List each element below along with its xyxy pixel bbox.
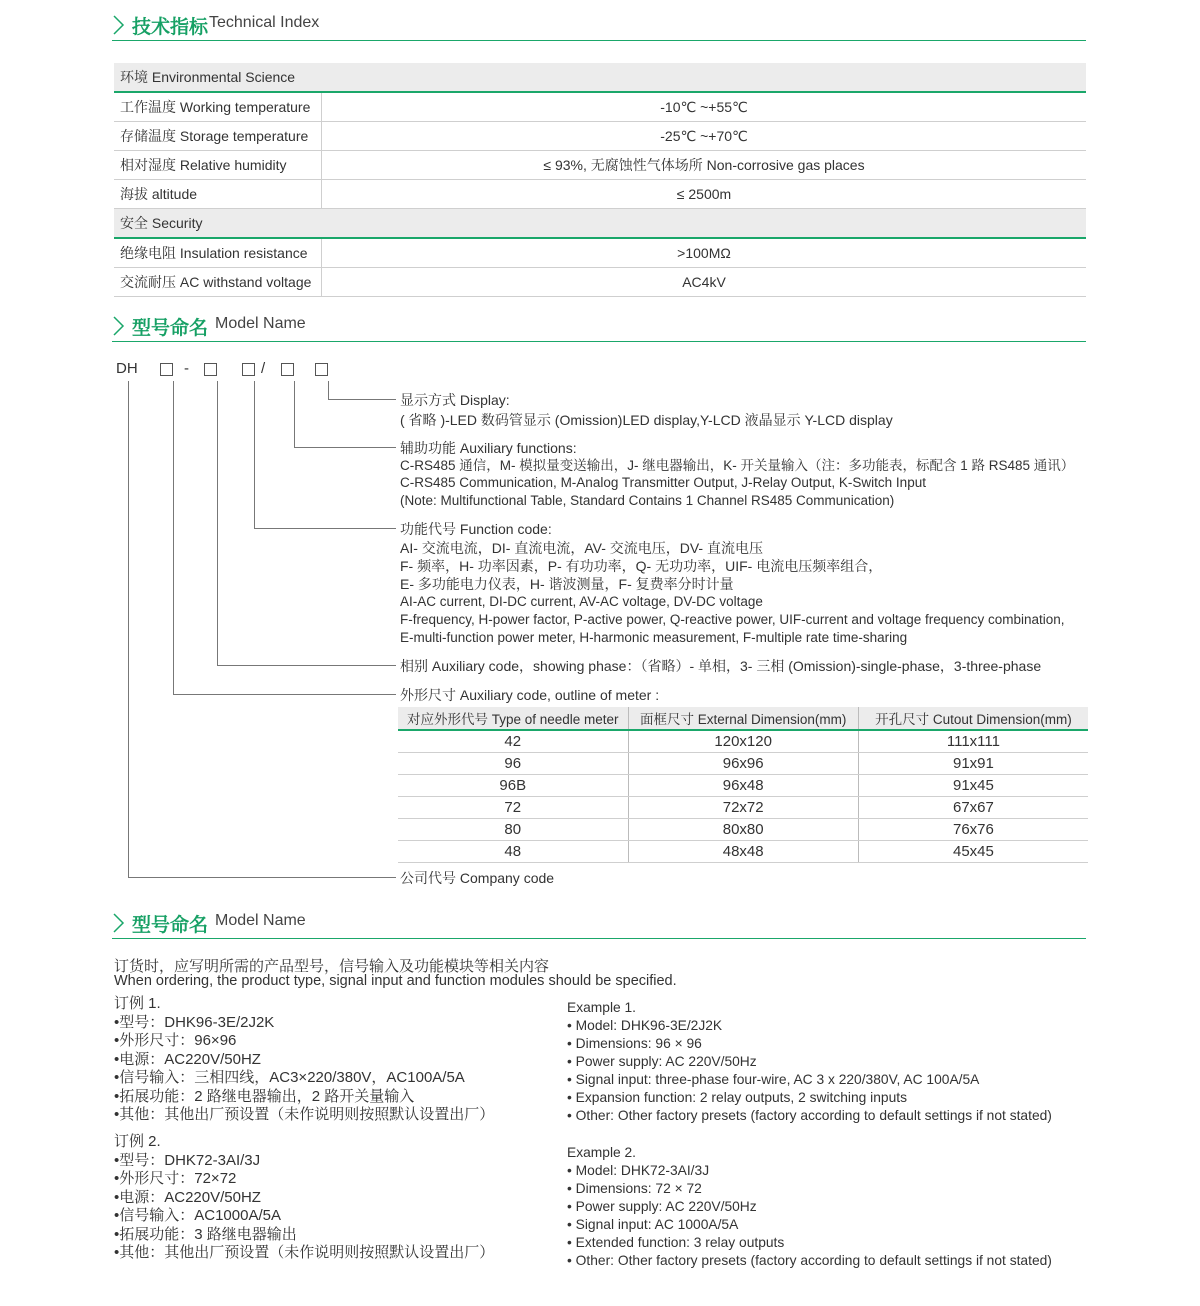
list-item: •其他：其他出厂预设置（未作说明则按照默认设置出厂） (114, 1244, 495, 1261)
chevron-right-icon (112, 14, 126, 36)
example-title: Example 1. (567, 1000, 637, 1015)
connector-outline (173, 381, 174, 694)
aux-title: 辅助功能 Auxiliary functions: (400, 440, 577, 456)
connector-phase (217, 381, 218, 665)
table-cell: 42 (398, 730, 628, 753)
list-item: • Extended function: 3 relay outputs (567, 1235, 785, 1250)
table-cell: 76x76 (858, 819, 1088, 841)
table-cell: 67x67 (858, 797, 1088, 819)
spec-value: >100MΩ (677, 245, 731, 261)
table-row (398, 775, 1088, 797)
spec-key: 海拔 altitude (114, 180, 322, 208)
func-line: AI- 交流电流，DI- 直流电流，AV- 交流电压，DV- 直流电压 (400, 540, 763, 556)
example1-zh (114, 995, 494, 1125)
list-item: • Power supply: AC 220V/50Hz (567, 1054, 757, 1069)
spec-row (114, 122, 1086, 151)
code-box-outline (160, 363, 173, 376)
list-item: •外形尺寸：96×96 (114, 1032, 237, 1049)
table-header: 开孔尺寸 Cutout Dimension(mm) (858, 707, 1088, 730)
table-header: 对应外形代号 Type of needle meter (398, 707, 628, 730)
connector-function (254, 381, 255, 528)
aux-line: C-RS485 通信，M- 模拟量变送输出，J- 继电器输出，K- 开关量输入（注：多功能表，标配含 1 路 RS485 通讯） (400, 458, 1075, 473)
example1-en (567, 999, 1052, 1125)
spec-value: ≤ 2500m (676, 186, 732, 202)
list-item: •信号输入：AC1000A/5A (114, 1207, 281, 1224)
example-title: 订例 2. (114, 1133, 161, 1150)
model-prefix: DH (116, 360, 138, 377)
list-item: • Power supply: AC 220V/50Hz (567, 1199, 757, 1214)
aux-line: (Note: Multifunctional Table, Standard Contains 1 Channel RS485 Communication) (400, 493, 895, 508)
spec-key: 工作温度 Working temperature (114, 93, 322, 121)
code-box-phase (204, 363, 217, 376)
section-title-en: Technical Index (209, 14, 320, 31)
func-line: E-multi-function power meter, H-harmonic measurement, F-multiple rate time-sharing (400, 630, 908, 645)
table-row (398, 797, 1088, 819)
company-code-text: 公司代号 Company code (400, 870, 555, 886)
section-title-zh: 技术指标 (132, 17, 209, 38)
chevron-right-icon (112, 315, 126, 337)
connector-display (328, 381, 329, 399)
table-cell: 91x91 (858, 753, 1088, 775)
connector-aux-h (294, 447, 396, 448)
func-line: F-frequency, H-power factor, P-active power, Q-reactive power, UIF-current and voltage frequency combination, (400, 612, 1065, 627)
ordering-intro-zh: 订货时，应写明所需的产品型号，信号输入及功能模块等相关内容 (114, 958, 550, 975)
connector-company (128, 381, 129, 877)
spec-value: ≤ 93%, 无腐蚀性气体场所 Non-corrosive gas places (543, 157, 865, 173)
example2-en (567, 1144, 1052, 1270)
table-cell: 45x45 (858, 841, 1088, 863)
code-box-aux (281, 363, 294, 376)
spec-row (114, 268, 1086, 297)
spec-row (114, 180, 1086, 209)
table-cell: 91x45 (858, 775, 1088, 797)
code-box-function (242, 363, 255, 376)
table-cell: 96x96 (628, 753, 858, 775)
dimension-table (398, 707, 1088, 863)
section-title-zh: 型号命名 (132, 915, 209, 936)
table-row (398, 819, 1088, 841)
chevron-right-icon (112, 912, 126, 934)
table-row (398, 753, 1088, 775)
list-item: •拓展功能：2 路继电器输出，2 路开关量输入 (114, 1087, 415, 1105)
list-item: •拓展功能：3 路继电器输出 (114, 1225, 297, 1243)
example-title: 订例 1. (114, 995, 161, 1012)
section-header-model-name (112, 313, 1086, 342)
list-item: • Model: DHK72-3AI/3J (567, 1163, 710, 1178)
spec-row (114, 93, 1086, 122)
section-title-en: Model Name (215, 315, 306, 332)
code-dash: - (184, 360, 189, 377)
list-item: • Expansion function: 2 relay outputs, 2 switching inputs (567, 1090, 907, 1105)
connector-phase-h (217, 665, 396, 666)
group-environment: 环境 Environmental Science (114, 63, 1086, 93)
list-item: • Other: Other factory presets (factory according to default settings if not stated) (567, 1253, 1052, 1268)
func-line: E- 多功能电力仪表，H- 谐波测量，F- 复费率分时计量 (400, 576, 734, 592)
table-cell: 48 (398, 841, 628, 863)
table-cell: 80 (398, 819, 628, 841)
example-title: Example 2. (567, 1145, 637, 1160)
table-cell: 48x48 (628, 841, 858, 863)
table-cell: 72 (398, 797, 628, 819)
list-item: •信号输入：三相四线，AC3×220/380V，AC100A/5A (114, 1069, 465, 1086)
connector-aux (294, 381, 295, 447)
spec-key: 交流耐压 AC withstand voltage (114, 268, 322, 296)
list-item: •其他：其他出厂预设置（未作说明则按照默认设置出厂） (114, 1106, 495, 1123)
table-header-row (398, 707, 1088, 730)
section-title-en: Model Name (215, 912, 306, 929)
table-row (398, 841, 1088, 863)
table-cell: 80x80 (628, 819, 858, 841)
example2-zh (114, 1133, 494, 1263)
ordering-intro-en: When ordering, the product type, signal input and function modules should be specified. (114, 973, 677, 989)
list-item: •电源：AC220V/50HZ (114, 1188, 261, 1206)
list-item: •型号：DHK96-3E/2J2K (114, 1013, 275, 1031)
section-header-technical-index (112, 12, 1086, 41)
spec-value: -10℃ ~+55℃ (660, 99, 748, 115)
list-item: • Dimensions: 72 × 72 (567, 1181, 702, 1196)
display-line: ( 省略 )-LED 数码管显示 (Omission)LED display,Y-LCD 液晶显示 Y-LCD display (400, 412, 893, 428)
list-item: •外形尺寸：72×72 (114, 1170, 237, 1187)
list-item: • Signal input: AC 1000A/5A (567, 1217, 739, 1232)
outline-text: 外形尺寸 Auxiliary code, outline of meter : (400, 687, 660, 703)
func-line: AI-AC current, DI-DC current, AV-AC voltage, DV-DC voltage (400, 594, 763, 609)
func-title: 功能代号 Function code: (400, 521, 552, 537)
spec-value: -25℃ ~+70℃ (660, 128, 748, 144)
spec-key: 绝缘电阻 Insulation resistance (114, 239, 322, 267)
list-item: • Model: DHK96-3E/2J2K (567, 1018, 723, 1033)
func-line: F- 频率，H- 功率因素，P- 有功功率，Q- 无功功率，UIF- 电流电压频率组合， (400, 558, 883, 574)
table-cell: 96x48 (628, 775, 858, 797)
connector-display-h (328, 399, 396, 400)
connector-function-h (254, 528, 396, 529)
list-item: • Other: Other factory presets (factory according to default settings if not stated) (567, 1108, 1052, 1123)
phase-text: 相别 Auxiliary code，showing phase：（省略）- 单相，3- 三相 (Omission)-single-phase，3-three-phase (400, 658, 1042, 674)
table-cell: 72x72 (628, 797, 858, 819)
table-cell: 111x111 (858, 730, 1088, 753)
code-slash: / (261, 360, 266, 377)
table-row (398, 730, 1088, 753)
table-cell: 96B (398, 775, 628, 797)
list-item: • Dimensions: 96 × 96 (567, 1036, 702, 1051)
table-cell: 96 (398, 753, 628, 775)
connector-company-h (128, 877, 396, 878)
list-item: •电源：AC220V/50HZ (114, 1050, 261, 1068)
spec-key: 相对湿度 Relative humidity (114, 151, 322, 179)
spec-row (114, 239, 1086, 268)
list-item: • Signal input: three-phase four-wire, AC 3 x 220/380V, AC 100A/5A (567, 1072, 980, 1087)
section-header-ordering (112, 910, 1086, 939)
spec-value: AC4kV (682, 274, 726, 290)
connector-outline-h (173, 694, 396, 695)
aux-line: C-RS485 Communication, M-Analog Transmitter Output, J-Relay Output, K-Switch Input (400, 475, 926, 490)
code-box-display (315, 363, 328, 376)
display-title: 显示方式 Display: (400, 392, 510, 408)
section-title-zh: 型号命名 (132, 318, 209, 339)
table-cell: 120x120 (628, 730, 858, 753)
group-security: 安全 Security (114, 209, 1086, 239)
spec-key: 存储温度 Storage temperature (114, 122, 322, 150)
table-header: 面框尺寸 External Dimension(mm) (628, 707, 858, 730)
list-item: •型号：DHK72-3AI/3J (114, 1151, 261, 1169)
spec-row (114, 151, 1086, 180)
technical-index-table (114, 63, 1086, 297)
